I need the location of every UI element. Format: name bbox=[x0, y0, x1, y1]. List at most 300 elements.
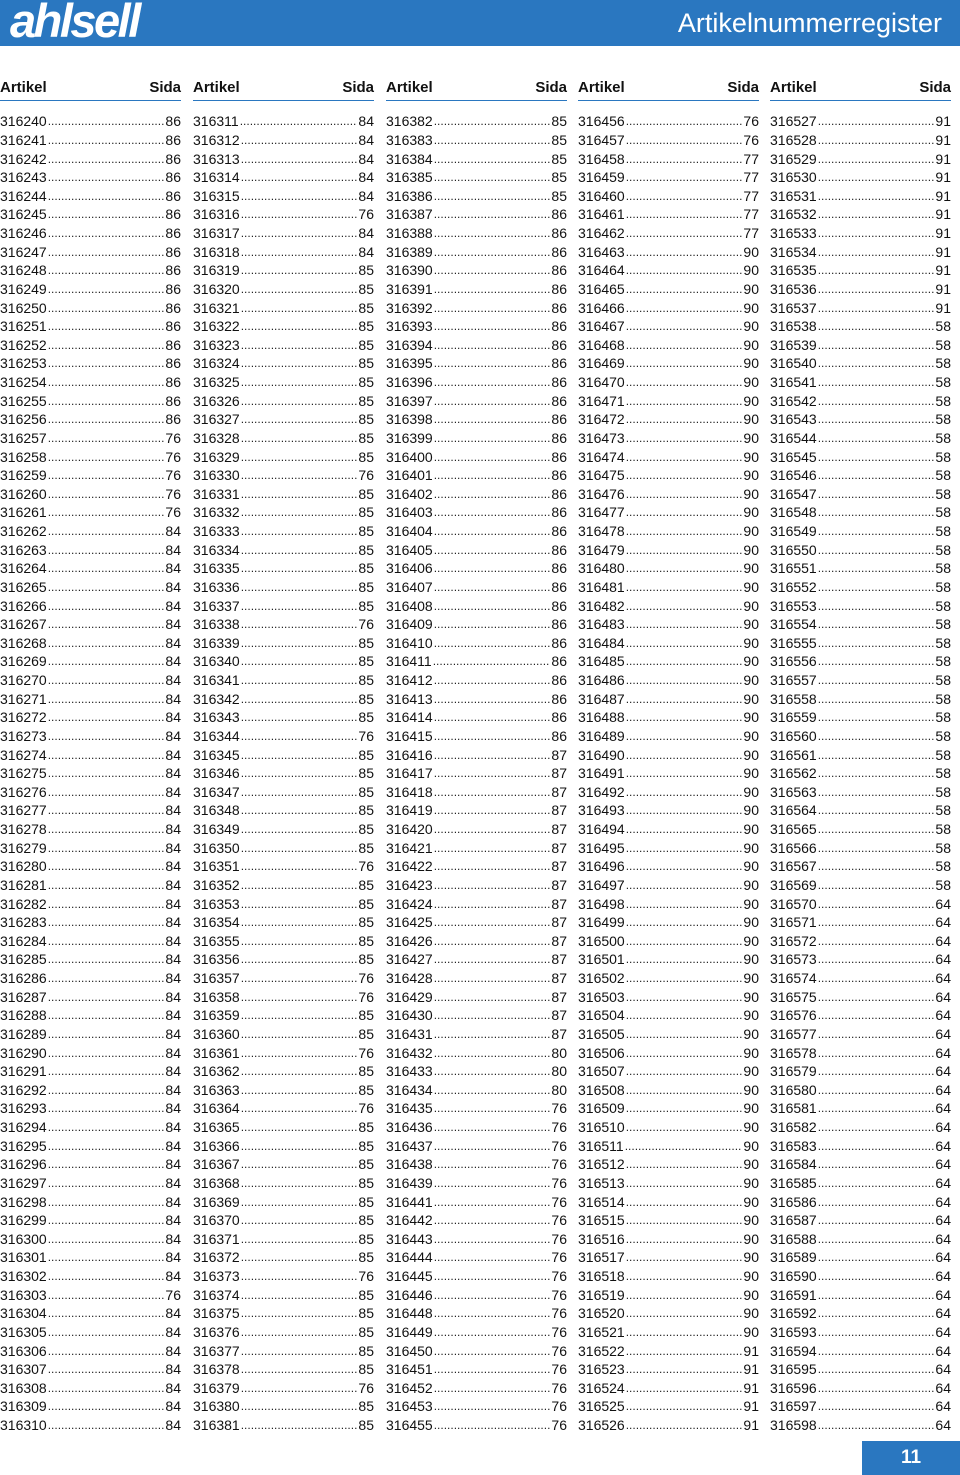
page-reference: 86 bbox=[165, 206, 181, 223]
index-row bbox=[770, 894, 951, 913]
index-row bbox=[193, 671, 374, 690]
index-row bbox=[193, 1043, 374, 1062]
dot-leader bbox=[626, 1081, 743, 1099]
page-reference: 86 bbox=[165, 113, 181, 130]
article-number: 316330 bbox=[193, 467, 240, 484]
article-number: 316524 bbox=[578, 1379, 625, 1396]
dot-leader bbox=[434, 708, 551, 726]
index-row bbox=[578, 410, 759, 429]
page-reference: 86 bbox=[165, 169, 181, 186]
index-row bbox=[0, 280, 181, 299]
dot-leader bbox=[241, 1248, 358, 1266]
article-number: 316540 bbox=[770, 355, 817, 372]
article-number: 316383 bbox=[386, 131, 433, 148]
dot-leader bbox=[626, 597, 743, 615]
page-reference: 85 bbox=[358, 262, 374, 279]
article-number: 316353 bbox=[193, 895, 240, 912]
page-reference: 85 bbox=[358, 448, 374, 465]
article-number: 316417 bbox=[386, 765, 433, 782]
index-row bbox=[386, 1099, 567, 1118]
article-number: 316451 bbox=[386, 1361, 433, 1378]
index-row bbox=[770, 1211, 951, 1230]
dot-leader bbox=[818, 1174, 935, 1192]
index-row bbox=[770, 820, 951, 839]
dot-leader bbox=[818, 708, 935, 726]
article-number: 316476 bbox=[578, 485, 625, 502]
index-row bbox=[578, 1323, 759, 1342]
index-row bbox=[386, 242, 567, 261]
page-reference: 84 bbox=[165, 858, 181, 875]
index-row bbox=[578, 373, 759, 392]
page-reference: 58 bbox=[935, 690, 951, 707]
index-row bbox=[0, 373, 181, 392]
dot-leader bbox=[241, 1230, 358, 1248]
page-reference: 90 bbox=[743, 709, 759, 726]
article-number: 316290 bbox=[0, 1044, 47, 1061]
article-number: 316515 bbox=[578, 1212, 625, 1229]
page-reference: 64 bbox=[935, 1249, 951, 1266]
page-reference: 84 bbox=[165, 988, 181, 1005]
article-number: 316548 bbox=[770, 504, 817, 521]
dot-leader bbox=[48, 1416, 165, 1434]
page-reference: 76 bbox=[358, 467, 374, 484]
index-row bbox=[193, 1174, 374, 1193]
article-number: 316530 bbox=[770, 169, 817, 186]
index-row bbox=[0, 391, 181, 410]
article-number: 316528 bbox=[770, 131, 817, 148]
article-number: 316309 bbox=[0, 1398, 47, 1415]
article-number: 316283 bbox=[0, 914, 47, 931]
article-number: 316325 bbox=[193, 374, 240, 391]
index-row bbox=[193, 131, 374, 150]
dot-leader bbox=[626, 1211, 743, 1229]
index-row bbox=[578, 540, 759, 559]
index-row bbox=[578, 1118, 759, 1137]
article-number: 316580 bbox=[770, 1081, 817, 1098]
article-number: 316350 bbox=[193, 839, 240, 856]
page-reference: 58 bbox=[935, 709, 951, 726]
index-row bbox=[770, 1341, 951, 1360]
column-header bbox=[0, 78, 181, 101]
dot-leader bbox=[48, 988, 165, 1006]
page-reference: 90 bbox=[743, 1007, 759, 1024]
page-reference: 64 bbox=[935, 1081, 951, 1098]
index-row bbox=[193, 1304, 374, 1323]
index-row bbox=[0, 615, 181, 634]
index-row bbox=[0, 336, 181, 355]
dot-leader bbox=[241, 652, 358, 670]
page-reference: 90 bbox=[743, 597, 759, 614]
article-number: 316295 bbox=[0, 1137, 47, 1154]
index-row bbox=[193, 1136, 374, 1155]
article-number: 316346 bbox=[193, 765, 240, 782]
article-number: 316335 bbox=[193, 560, 240, 577]
dot-leader bbox=[48, 1286, 165, 1304]
dot-leader bbox=[818, 354, 935, 372]
page-reference: 84 bbox=[165, 597, 181, 614]
page-reference: 58 bbox=[935, 336, 951, 353]
page-reference: 86 bbox=[551, 504, 567, 521]
page-reference: 84 bbox=[165, 1212, 181, 1229]
article-number: 316260 bbox=[0, 485, 47, 502]
article-number: 316473 bbox=[578, 429, 625, 446]
article-number: 316373 bbox=[193, 1268, 240, 1285]
article-number: 316393 bbox=[386, 318, 433, 335]
dot-leader bbox=[626, 373, 743, 391]
index-row bbox=[386, 466, 567, 485]
article-number: 316345 bbox=[193, 746, 240, 763]
page-reference: 86 bbox=[551, 206, 567, 223]
page-number: 11 bbox=[862, 1441, 960, 1475]
page-reference: 90 bbox=[743, 876, 759, 893]
page-reference: 76 bbox=[743, 131, 759, 148]
dot-leader bbox=[626, 615, 743, 633]
article-number: 316401 bbox=[386, 467, 433, 484]
article-number: 316390 bbox=[386, 262, 433, 279]
page-reference: 86 bbox=[165, 318, 181, 335]
page-header bbox=[0, 0, 960, 46]
page-reference: 87 bbox=[551, 746, 567, 763]
index-row bbox=[386, 1174, 567, 1193]
page-reference: 84 bbox=[165, 523, 181, 540]
article-number: 316423 bbox=[386, 876, 433, 893]
index-row bbox=[0, 559, 181, 578]
index-row bbox=[578, 1267, 759, 1286]
page-reference: 90 bbox=[743, 280, 759, 297]
article-number: 316242 bbox=[0, 150, 47, 167]
dot-leader bbox=[626, 1193, 743, 1211]
page-reference: 85 bbox=[358, 914, 374, 931]
article-number: 316426 bbox=[386, 932, 433, 949]
index-row bbox=[578, 838, 759, 857]
dot-leader bbox=[626, 988, 743, 1006]
page-reference: 85 bbox=[358, 1137, 374, 1154]
page-reference: 91 bbox=[935, 299, 951, 316]
dot-leader bbox=[818, 280, 935, 298]
index-row bbox=[386, 503, 567, 522]
page-reference: 84 bbox=[165, 1119, 181, 1136]
page-reference: 90 bbox=[743, 1212, 759, 1229]
index-row bbox=[770, 1118, 951, 1137]
page-reference: 85 bbox=[551, 187, 567, 204]
article-number: 316379 bbox=[193, 1379, 240, 1396]
article-number: 316453 bbox=[386, 1398, 433, 1415]
page-reference: 76 bbox=[165, 448, 181, 465]
index-row bbox=[386, 410, 567, 429]
index-row bbox=[578, 429, 759, 448]
article-number: 316368 bbox=[193, 1174, 240, 1191]
page-reference: 90 bbox=[743, 988, 759, 1005]
index-row bbox=[193, 876, 374, 895]
dot-leader bbox=[48, 876, 165, 894]
page-reference: 90 bbox=[743, 1081, 759, 1098]
page-reference: 84 bbox=[165, 690, 181, 707]
index-row bbox=[770, 1379, 951, 1398]
dot-leader bbox=[434, 187, 551, 205]
page-reference: 76 bbox=[358, 727, 374, 744]
page-reference: 86 bbox=[165, 262, 181, 279]
article-number: 316375 bbox=[193, 1305, 240, 1322]
dot-leader bbox=[434, 1137, 551, 1155]
page-reference: 58 bbox=[935, 802, 951, 819]
dot-leader bbox=[626, 448, 743, 466]
page-reference: 85 bbox=[358, 299, 374, 316]
index-row bbox=[386, 447, 567, 466]
article-number: 316267 bbox=[0, 616, 47, 633]
article-number: 316406 bbox=[386, 560, 433, 577]
dot-leader bbox=[626, 187, 743, 205]
article-number: 316460 bbox=[578, 187, 625, 204]
page-reference: 64 bbox=[935, 1156, 951, 1173]
dot-leader bbox=[434, 746, 551, 764]
index-row bbox=[770, 689, 951, 708]
article-number: 316360 bbox=[193, 1025, 240, 1042]
dot-leader bbox=[818, 932, 935, 950]
page-reference: 64 bbox=[935, 1212, 951, 1229]
dot-leader bbox=[626, 1379, 743, 1397]
article-number: 316589 bbox=[770, 1249, 817, 1266]
index-row bbox=[0, 1155, 181, 1174]
article-number: 316344 bbox=[193, 727, 240, 744]
index-row bbox=[0, 298, 181, 317]
article-number: 316253 bbox=[0, 355, 47, 372]
article-number: 316381 bbox=[193, 1417, 240, 1434]
article-number: 316356 bbox=[193, 951, 240, 968]
dot-leader bbox=[434, 1397, 551, 1415]
dot-leader bbox=[48, 336, 165, 354]
article-number: 316404 bbox=[386, 523, 433, 540]
page-reference: 90 bbox=[743, 858, 759, 875]
index-row bbox=[193, 801, 374, 820]
index-row bbox=[193, 1099, 374, 1118]
page-reference: 76 bbox=[358, 1268, 374, 1285]
dot-leader bbox=[818, 410, 935, 428]
index-row bbox=[0, 410, 181, 429]
article-number: 316513 bbox=[578, 1174, 625, 1191]
dot-leader bbox=[434, 690, 551, 708]
index-row bbox=[193, 187, 374, 206]
artikel-header: Artikel bbox=[386, 79, 433, 96]
article-number: 316294 bbox=[0, 1119, 47, 1136]
article-number: 316348 bbox=[193, 802, 240, 819]
article-number: 316494 bbox=[578, 821, 625, 838]
article-number: 316323 bbox=[193, 336, 240, 353]
dot-leader bbox=[818, 1137, 935, 1155]
page-reference: 76 bbox=[551, 1323, 567, 1340]
article-number: 316521 bbox=[578, 1323, 625, 1340]
article-number: 316384 bbox=[386, 150, 433, 167]
article-number: 316271 bbox=[0, 690, 47, 707]
dot-leader bbox=[241, 336, 358, 354]
index-row bbox=[193, 354, 374, 373]
dot-leader bbox=[626, 634, 743, 652]
dot-leader bbox=[626, 131, 743, 149]
article-number: 316582 bbox=[770, 1119, 817, 1136]
dot-leader bbox=[434, 1230, 551, 1248]
index-row bbox=[770, 634, 951, 653]
index-row bbox=[578, 112, 759, 131]
dot-leader bbox=[241, 317, 358, 335]
article-number: 316312 bbox=[193, 131, 240, 148]
page-reference: 84 bbox=[165, 1156, 181, 1173]
dot-leader bbox=[626, 1230, 743, 1248]
page-reference: 90 bbox=[743, 578, 759, 595]
dot-leader bbox=[818, 131, 935, 149]
index-row bbox=[578, 932, 759, 951]
article-number: 316317 bbox=[193, 225, 240, 242]
dot-leader bbox=[626, 969, 743, 987]
page-reference: 85 bbox=[358, 355, 374, 372]
page-reference: 86 bbox=[551, 448, 567, 465]
page-reference: 85 bbox=[358, 374, 374, 391]
article-number: 316450 bbox=[386, 1342, 433, 1359]
article-number: 316414 bbox=[386, 709, 433, 726]
page-reference: 64 bbox=[935, 1100, 951, 1117]
dot-leader bbox=[626, 1397, 743, 1415]
dot-leader bbox=[434, 1360, 551, 1378]
article-number: 316533 bbox=[770, 225, 817, 242]
dot-leader bbox=[48, 1342, 165, 1360]
index-row bbox=[386, 615, 567, 634]
page-reference: 85 bbox=[358, 821, 374, 838]
index-row bbox=[578, 447, 759, 466]
index-row bbox=[386, 596, 567, 615]
dot-leader bbox=[818, 299, 935, 317]
page-reference: 85 bbox=[358, 1249, 374, 1266]
dot-leader bbox=[48, 1211, 165, 1229]
dot-leader bbox=[434, 205, 551, 223]
page-reference: 85 bbox=[358, 1417, 374, 1434]
index-row bbox=[193, 913, 374, 932]
page-reference: 91 bbox=[935, 243, 951, 260]
index-row bbox=[0, 1211, 181, 1230]
index-row bbox=[578, 1025, 759, 1044]
page-reference: 86 bbox=[551, 709, 567, 726]
index-column-1 bbox=[0, 78, 181, 1434]
index-row bbox=[0, 745, 181, 764]
article-number: 316478 bbox=[578, 523, 625, 540]
dot-leader bbox=[241, 1304, 358, 1322]
page-reference: 90 bbox=[743, 1174, 759, 1191]
page-reference: 86 bbox=[165, 392, 181, 409]
article-number: 316591 bbox=[770, 1286, 817, 1303]
index-row bbox=[770, 1043, 951, 1062]
article-number: 316268 bbox=[0, 634, 47, 651]
index-row bbox=[770, 540, 951, 559]
page-reference: 90 bbox=[743, 821, 759, 838]
index-row bbox=[770, 559, 951, 578]
dot-leader bbox=[818, 634, 935, 652]
article-number: 316503 bbox=[578, 988, 625, 1005]
dot-leader bbox=[434, 1118, 551, 1136]
page-reference: 86 bbox=[165, 374, 181, 391]
dot-leader bbox=[434, 150, 551, 168]
dot-leader bbox=[48, 1118, 165, 1136]
index-row bbox=[193, 1379, 374, 1398]
index-row bbox=[770, 1285, 951, 1304]
index-row bbox=[386, 298, 567, 317]
dot-leader bbox=[626, 950, 743, 968]
page-reference: 84 bbox=[165, 1379, 181, 1396]
index-row bbox=[386, 187, 567, 206]
dot-leader bbox=[626, 690, 743, 708]
page-reference: 76 bbox=[551, 1174, 567, 1191]
dot-leader bbox=[818, 261, 935, 279]
article-number: 316532 bbox=[770, 206, 817, 223]
dot-leader bbox=[626, 1323, 743, 1341]
page-reference: 58 bbox=[935, 429, 951, 446]
article-number: 316588 bbox=[770, 1230, 817, 1247]
page-reference: 91 bbox=[743, 1398, 759, 1415]
dot-leader bbox=[241, 1323, 358, 1341]
page-reference: 91 bbox=[935, 225, 951, 242]
dot-leader bbox=[626, 1062, 743, 1080]
article-number: 316289 bbox=[0, 1025, 47, 1042]
index-row bbox=[770, 373, 951, 392]
index-row bbox=[770, 1397, 951, 1416]
dot-leader bbox=[818, 466, 935, 484]
index-row bbox=[770, 1230, 951, 1249]
index-row bbox=[386, 689, 567, 708]
dot-leader bbox=[241, 932, 358, 950]
dot-leader bbox=[434, 671, 551, 689]
page-reference: 86 bbox=[551, 355, 567, 372]
page-reference: 84 bbox=[165, 746, 181, 763]
dot-leader bbox=[434, 615, 551, 633]
dot-leader bbox=[626, 932, 743, 950]
page-reference: 76 bbox=[743, 113, 759, 130]
article-number: 316511 bbox=[578, 1137, 624, 1154]
index-row bbox=[0, 689, 181, 708]
dot-leader bbox=[48, 1137, 165, 1155]
index-row bbox=[386, 559, 567, 578]
page-reference: 90 bbox=[743, 914, 759, 931]
article-number: 316318 bbox=[193, 243, 240, 260]
dot-leader bbox=[241, 261, 358, 279]
dot-leader bbox=[48, 466, 165, 484]
index-row bbox=[578, 168, 759, 187]
dot-leader bbox=[241, 1137, 358, 1155]
dot-leader bbox=[626, 857, 743, 875]
page-reference: 76 bbox=[551, 1100, 567, 1117]
index-row bbox=[386, 373, 567, 392]
dot-leader bbox=[241, 1416, 358, 1434]
sida-header: Sida bbox=[919, 79, 951, 96]
index-row bbox=[770, 391, 951, 410]
article-number: 316574 bbox=[770, 970, 817, 987]
dot-leader bbox=[48, 950, 165, 968]
index-row bbox=[193, 522, 374, 541]
article-number: 316547 bbox=[770, 485, 817, 502]
index-row bbox=[578, 242, 759, 261]
index-row bbox=[0, 317, 181, 336]
page-reference: 58 bbox=[935, 355, 951, 372]
dot-leader bbox=[434, 932, 551, 950]
page-reference: 86 bbox=[551, 374, 567, 391]
article-number: 316293 bbox=[0, 1100, 47, 1117]
article-number: 316522 bbox=[578, 1342, 625, 1359]
dot-leader bbox=[434, 1193, 551, 1211]
article-number: 316469 bbox=[578, 355, 625, 372]
page-reference: 87 bbox=[551, 821, 567, 838]
dot-leader bbox=[434, 1155, 551, 1173]
article-number: 316362 bbox=[193, 1063, 240, 1080]
dot-leader bbox=[434, 559, 551, 577]
index-row bbox=[193, 112, 374, 131]
article-number: 316336 bbox=[193, 578, 240, 595]
dot-leader bbox=[434, 1062, 551, 1080]
index-row bbox=[0, 205, 181, 224]
